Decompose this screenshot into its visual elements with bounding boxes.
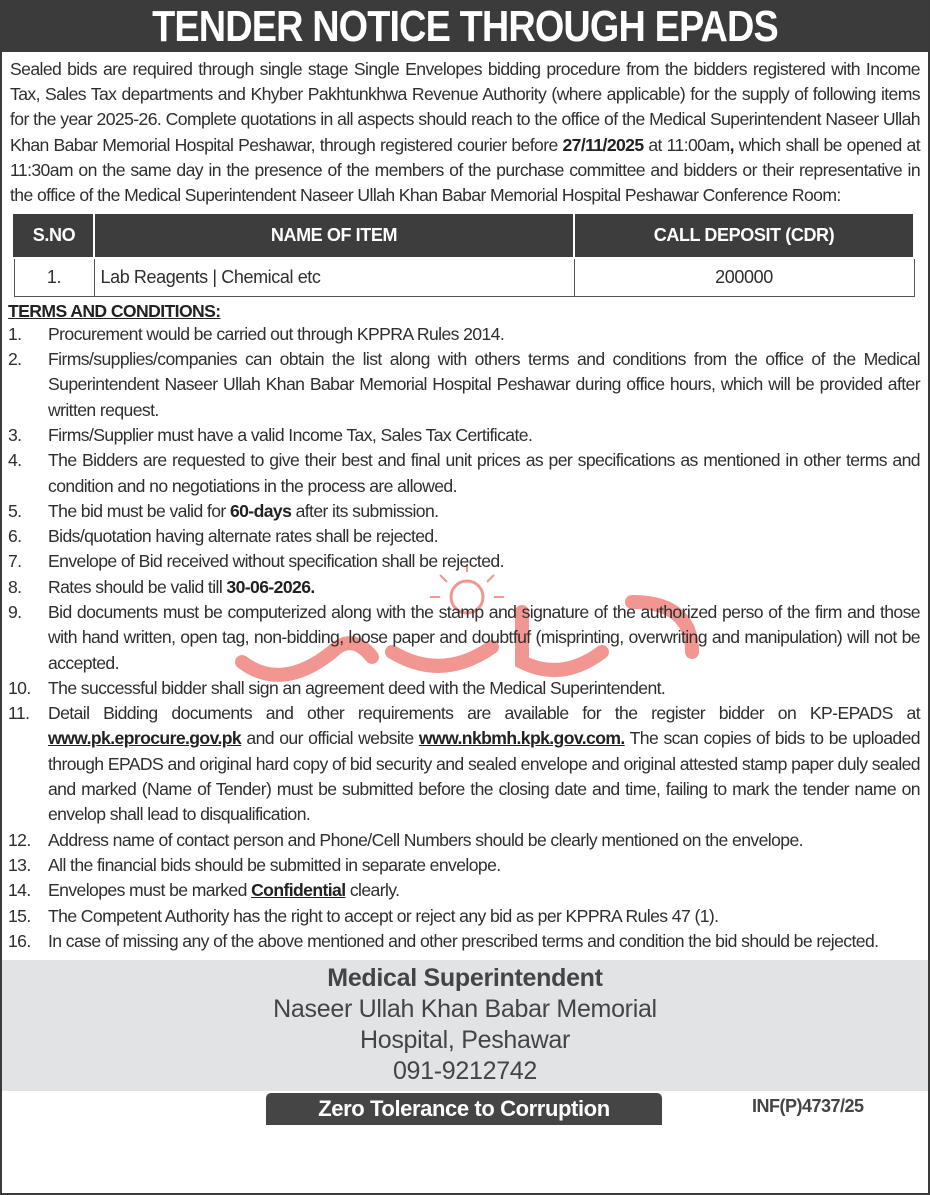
term-item xyxy=(8,676,920,701)
text: and our official website xyxy=(241,728,419,749)
term-item xyxy=(8,524,920,549)
text: The bid must be valid for xyxy=(48,500,230,521)
term-number: 15. xyxy=(8,905,31,926)
term-text xyxy=(48,423,920,448)
text: Procurement would be carried out through KPPRA Rules 2014. xyxy=(48,323,505,344)
term-number: 12. xyxy=(8,829,31,850)
text: The Bidders are requested to give their best and final unit prices as per specifications as mentioned in other terms and condition and no negotiations in the process are allowed. xyxy=(48,450,920,496)
term-number: 5. xyxy=(8,500,22,521)
cell-item-name: Lab Reagents | Chemical etc xyxy=(94,258,574,296)
text: The scan copies of bids to be uploaded through EPADS and original hard copy of bid security and sealed envelope and original attested stamp paper duly sealed and marked (Name of Tender) must be submitted before the closing date and time, failing to mark the tender name on envelop shall lead to disqualification. xyxy=(48,728,920,825)
header-call-deposit: CALL DEPOSIT (CDR) xyxy=(574,214,914,258)
text: The Competent Authority has the right to accept or reject any bid as per KPPRA Rules 47 (1). xyxy=(48,905,719,926)
text: Address name of contact person and Phone/Cell Numbers should be clearly mentioned on the envelope. xyxy=(48,829,803,850)
intro-text-end: which shall be opened at 11:30am on the same day in the presence of the members of the purchase committee and bidders or their representative in the office of the Medical Superintendent Naseer Ullah Khan Babar Memorial Hospital Peshawar Conference Room: xyxy=(10,134,921,206)
term-text xyxy=(48,600,920,676)
cell-call-deposit: 200000 xyxy=(574,258,914,296)
term-text xyxy=(48,878,920,903)
term-item xyxy=(8,878,920,903)
term-number: 1. xyxy=(8,323,22,344)
header-sno: S.NO xyxy=(14,214,94,258)
link-text[interactable]: www.nkbmh.kpk.gov.com. xyxy=(418,728,625,749)
term-number: 16. xyxy=(8,930,31,951)
term-item xyxy=(8,600,920,676)
text: Envelopes must be marked xyxy=(48,880,252,901)
term-number: 6. xyxy=(8,526,22,547)
term-number: 4. xyxy=(8,450,22,471)
text: clearly. xyxy=(345,880,400,901)
bold-text: 60-days xyxy=(229,500,292,521)
term-number: 9. xyxy=(8,601,22,622)
text: after its submission. xyxy=(291,500,439,521)
closing-date: 27/11/2025 xyxy=(562,134,644,155)
reference-number: INF(P)4737/25 xyxy=(752,1096,864,1117)
term-text xyxy=(48,929,920,954)
terms-list xyxy=(8,322,920,954)
term-item xyxy=(8,499,920,524)
term-item xyxy=(8,904,920,929)
bold-text: 30-06-2026. xyxy=(226,576,315,597)
link-text: Confidential xyxy=(251,880,346,901)
phone-number: 091-9212742 xyxy=(392,1057,538,1086)
intro-paragraph xyxy=(2,52,928,208)
term-text xyxy=(48,524,920,549)
term-item xyxy=(8,575,920,600)
organization-line-2: Hospital, Peshawar xyxy=(360,1026,570,1055)
term-item xyxy=(8,448,920,499)
term-item xyxy=(8,549,920,574)
term-item xyxy=(8,423,920,448)
term-item xyxy=(8,828,920,853)
term-item xyxy=(8,347,920,423)
term-number: 11. xyxy=(8,703,30,724)
term-text xyxy=(48,701,920,827)
term-text xyxy=(48,448,920,499)
text: In case of missing any of the above mentioned and other prescribed terms and condition the bid should be rejected. xyxy=(48,930,879,951)
header-item-name: NAME OF ITEM xyxy=(94,214,574,258)
term-text xyxy=(48,347,920,423)
text: Envelope of Bid received without specification shall be rejected. xyxy=(48,551,504,572)
slogan-banner: Zero Tolerance to Corruption xyxy=(266,1093,662,1125)
link-text[interactable]: www.pk.eprocure.gov.pk xyxy=(48,728,242,749)
notice-title: TENDER NOTICE THROUGH EPADS xyxy=(152,2,778,51)
term-text xyxy=(48,575,920,600)
term-number: 7. xyxy=(8,551,22,572)
text: Firms/Supplier must have a valid Income Tax, Sales Tax Certificate. xyxy=(48,424,533,445)
term-item xyxy=(8,322,920,347)
term-item xyxy=(8,929,920,954)
term-item xyxy=(8,701,920,827)
text: Detail Bidding documents and other requirements are available for the register bidder on KP-EPADS at xyxy=(48,703,920,724)
term-number: 14. xyxy=(8,880,31,901)
term-text xyxy=(48,853,920,878)
text: Bids/quotation having alternate rates shall be rejected. xyxy=(48,526,438,547)
intro-text: Sealed bids are required through single stage Single Envelopes bidding procedure from the bidders registered with Income Tax, Sales Tax departments and Khyber Pakhtunkhwa Revenue Authority (where applicable) for the supply of following items for the year 2025-26. Complete quotations in all aspects should reach to the office of the Medical Superintendent Naseer Ullah Khan Babar Memorial Hospital Peshawar, through registered courier before xyxy=(10,59,920,155)
title-bar xyxy=(2,2,928,52)
term-number: 2. xyxy=(8,349,22,370)
term-number: 13. xyxy=(8,854,31,875)
term-text xyxy=(48,828,920,853)
cell-sno: 1. xyxy=(14,258,94,296)
designation: Medical Superintendent xyxy=(327,964,603,993)
terms-heading: TERMS AND CONDITIONS: xyxy=(8,300,221,321)
signature-block xyxy=(2,960,928,1091)
term-text xyxy=(48,676,920,701)
bottom-bar xyxy=(2,1091,928,1125)
text: The successful bidder shall sign an agreement deed with the Medical Superintendent. xyxy=(48,677,666,698)
term-text xyxy=(48,499,920,524)
term-number: 8. xyxy=(8,576,22,597)
comma: , xyxy=(729,134,734,155)
term-text xyxy=(48,322,920,347)
term-number: 3. xyxy=(8,424,22,445)
closing-time: at 11:00am xyxy=(643,134,730,155)
term-item xyxy=(8,853,920,878)
text: Bid documents must be computerized along with the stamp and signature of the authorized perso of the firm and those with hand written, open tag, non-bidding, loose paper and doubtfuf (misprinting, overwriting and manipulation) will not be accepted. xyxy=(48,601,920,673)
items-table xyxy=(13,214,915,297)
term-number: 10. xyxy=(8,677,31,698)
table-row xyxy=(14,258,914,296)
table-header xyxy=(14,214,914,258)
text: All the financial bids should be submitted in separate envelope. xyxy=(48,854,501,875)
text: Firms/supplies/companies can obtain the list along with others terms and conditions from the office of the Medical Superintendent Naseer Ullah Khan Babar Memorial Hospital Peshawar during office hours, which will be provided after written request. xyxy=(48,349,920,420)
term-text xyxy=(48,549,920,574)
term-text xyxy=(48,904,920,929)
text: Rates should be valid till xyxy=(48,576,227,597)
terms-section xyxy=(2,297,928,954)
organization-line-1: Naseer Ullah Khan Babar Memorial xyxy=(273,995,657,1024)
